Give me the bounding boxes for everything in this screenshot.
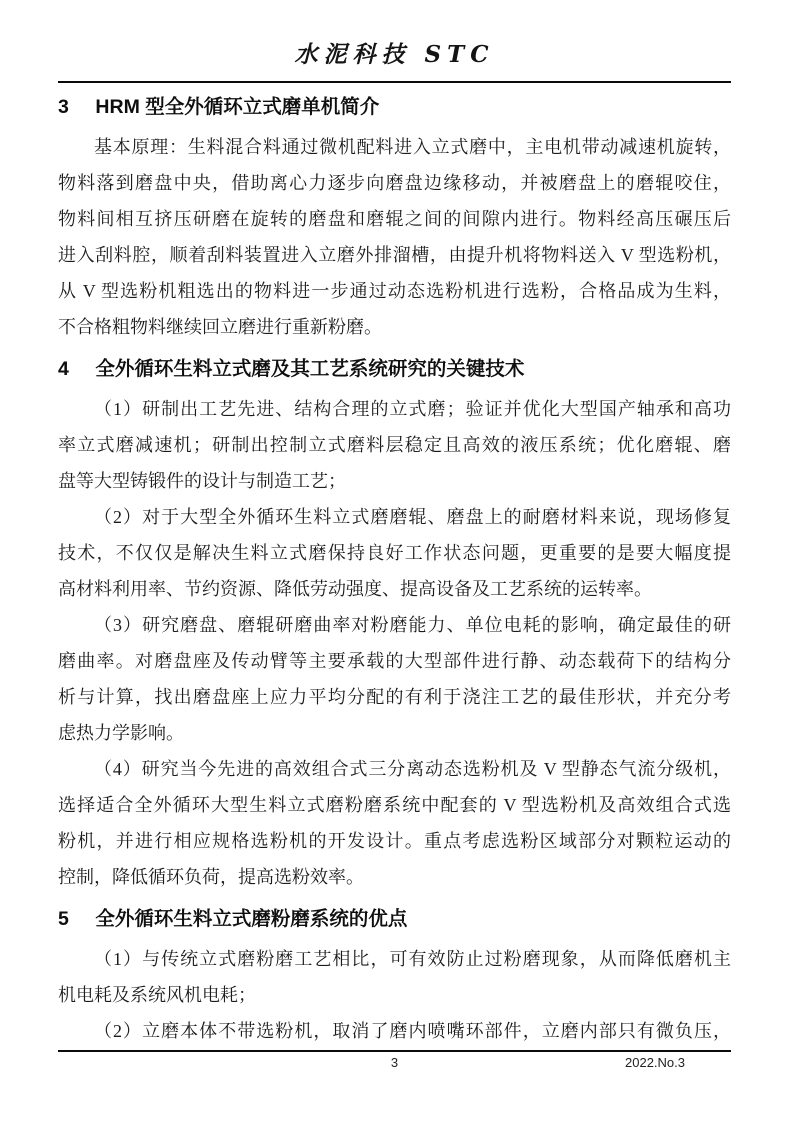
section-3-title: HRM 型全外循环立式磨单机简介 xyxy=(95,96,380,118)
text-line: 不合格粗物料继续回立磨进行重新粉磨。 xyxy=(58,317,382,337)
section-4-heading xyxy=(58,356,731,382)
section-3 xyxy=(58,94,731,345)
section-4-number: 4 xyxy=(58,358,69,380)
section-4-title: 全外循环生料立式磨及其工艺系统研究的关键技术 xyxy=(95,358,525,380)
journal-title: 水泥科技 STC xyxy=(294,41,495,68)
text-line: 物料落到磨盘中央，借助离心力逐步向磨盘边缘移动，并被磨盘上的磨辊咬住， xyxy=(58,173,731,193)
text-line: 粉机，并进行相应规格选粉机的开发设计。重点考虑选粉区域部分对颗粒运动的 xyxy=(58,831,731,851)
paragraph xyxy=(58,751,731,895)
header-rule xyxy=(58,81,731,83)
footer-row xyxy=(58,1052,731,1074)
page-content xyxy=(58,40,731,1049)
paragraph xyxy=(58,1013,731,1049)
text-line: （2）立磨本体不带选粉机，取消了磨内喷嘴环部件，立磨内部只有微负压， xyxy=(94,1021,731,1041)
paragraph xyxy=(58,391,731,499)
text-line: 选择适合全外循环大型生料立式磨粉磨系统中配套的 V 型选粉机及高效组合式选 xyxy=(58,795,731,815)
section-5-number: 5 xyxy=(58,908,69,930)
paragraph xyxy=(58,499,731,607)
text-line: 磨曲率。对磨盘座及传动臂等主要承载的大型部件进行静、动态载荷下的结构分 xyxy=(58,651,731,671)
text-line: 盘等大型铸锻件的设计与制造工艺； xyxy=(58,471,346,491)
text-line: 控制，降低循环负荷，提高选粉效率。 xyxy=(58,867,364,887)
page-number: 3 xyxy=(390,1055,399,1070)
text-line: （1）研制出工艺先进、结构合理的立式磨；验证并优化大型国产轴承和高功 xyxy=(94,399,731,419)
text-line: 从 V 型选粉机粗选出的物料进一步通过动态选粉机进行选粉，合格品成为生料， xyxy=(58,281,731,301)
text-line: 率立式磨减速机；研制出控制立式磨料层稳定且高效的液压系统；优化磨辊、磨 xyxy=(58,435,731,455)
text-line: 析与计算，找出磨盘座上应力平均分配的有利于浇注工艺的最佳形状，并充分考 xyxy=(58,687,731,707)
text-line: 基本原理：生料混合料通过微机配料进入立式磨中，主电机带动减速机旋转， xyxy=(94,137,731,157)
section-3-number: 3 xyxy=(58,96,69,118)
text-line: 进入刮料腔，顺着刮料装置进入立磨外排溜槽，由提升机将物料送入 V 型选粉机， xyxy=(58,245,731,265)
section-5 xyxy=(58,906,731,1049)
text-line: 技术，不仅仅是解决生料立式磨保持良好工作状态问题，更重要的是要大幅度提 xyxy=(58,543,731,563)
text-line: 机电耗及系统风机电耗； xyxy=(58,985,256,1005)
text-line: （3）研究磨盘、磨辊研磨曲率对粉磨能力、单位电耗的影响，确定最佳的研 xyxy=(94,615,731,635)
section-3-heading xyxy=(58,94,731,120)
issue-label: 2022.No.3 xyxy=(625,1055,685,1070)
section-4 xyxy=(58,356,731,895)
paragraph xyxy=(58,941,731,1013)
text-line: 物料间相互挤压研磨在旋转的磨盘和磨辊之间的间隙内进行。物料经高压碾压后 xyxy=(58,209,731,229)
paragraph xyxy=(58,607,731,751)
text-line: （4）研究当今先进的高效组合式三分离动态选粉机及 V 型静态气流分级机， xyxy=(94,759,731,779)
text-line: （2）对于大型全外循环生料立式磨磨辊、磨盘上的耐磨材料来说，现场修复 xyxy=(94,507,731,527)
section-5-heading xyxy=(58,906,731,932)
section-5-title: 全外循环生料立式磨粉磨系统的优点 xyxy=(95,908,408,930)
text-line: 虑热力学影响。 xyxy=(58,723,184,743)
text-line: 高材料利用率、节约资源、降低劳动强度、提高设备及工艺系统的运转率。 xyxy=(58,579,652,599)
paragraph xyxy=(58,129,731,345)
text-line: （1）与传统立式磨粉磨工艺相比，可有效防止过粉磨现象，从而降低磨机主 xyxy=(94,949,731,969)
page-footer xyxy=(58,1050,731,1074)
